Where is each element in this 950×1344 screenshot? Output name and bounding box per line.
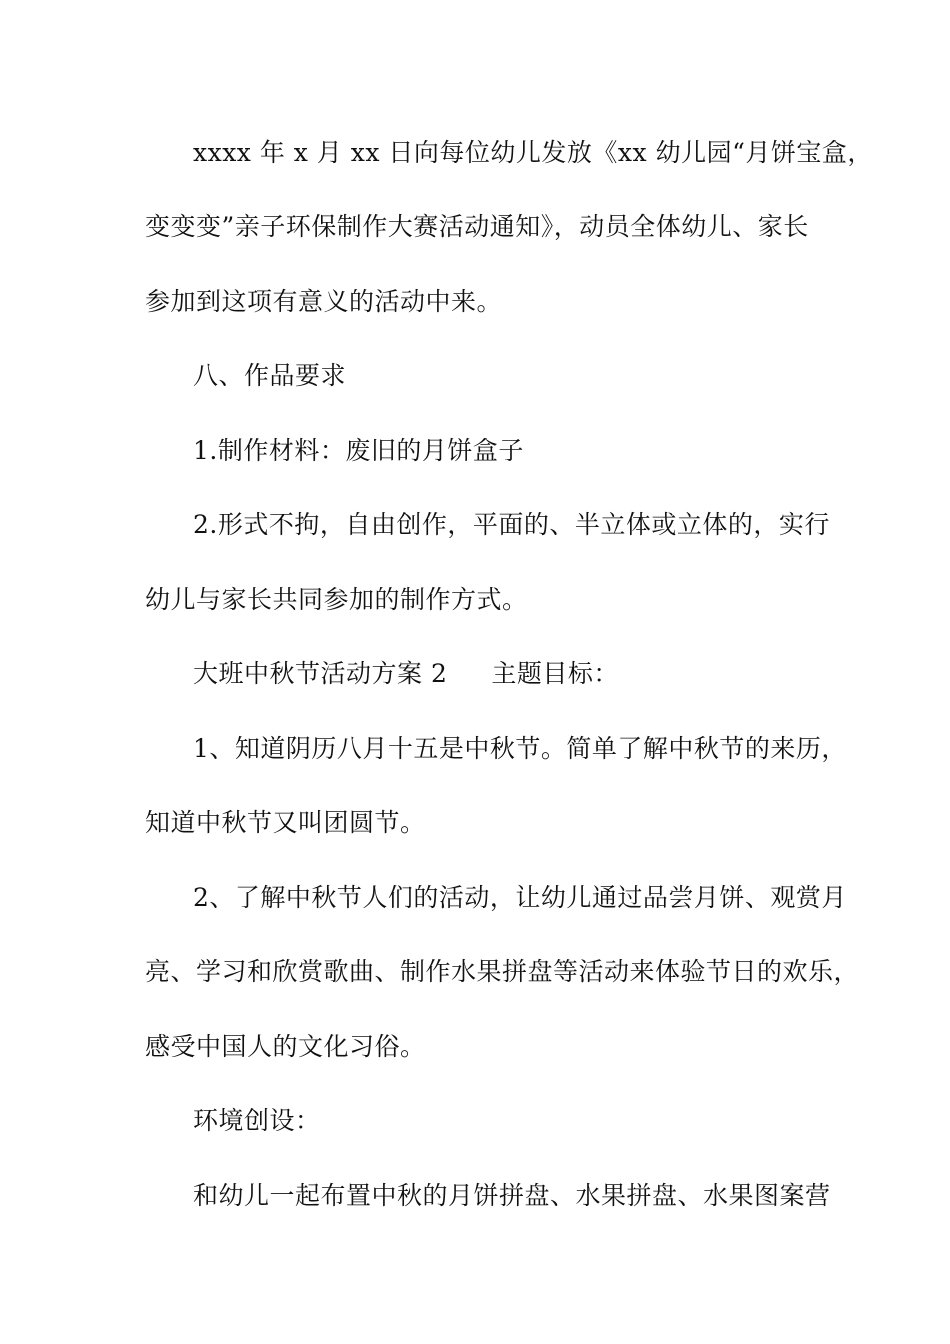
list-item: 2.形式不拘，自由创作，平面的、半立体或立体的，实行 xyxy=(193,510,830,539)
paragraph-line: 和幼儿一起布置中秋的月饼拼盘、水果拼盘、水果图案营 xyxy=(193,1181,831,1210)
list-item: 1、知道阴历八月十五是中秋节。简单了解中秋节的来历， xyxy=(193,734,847,763)
paragraph-line: 参加到这项有意义的活动中来。 xyxy=(145,287,503,316)
plan-title-line xyxy=(193,654,873,694)
paragraph-line: 幼儿与家长共同参加的制作方式。 xyxy=(145,585,528,614)
section-heading: 八、作品要求 xyxy=(193,361,347,390)
paragraph-line: 感受中国人的文化习俗。 xyxy=(145,1032,426,1061)
list-item: 2、了解中秋节人们的活动，让幼儿通过品尝月饼、观赏月 xyxy=(193,883,847,912)
section-heading: 环境创设： xyxy=(193,1106,321,1135)
paragraph-line: xxxx 年 x 月 xx 日向每位幼儿发放《xx 幼儿园“月饼宝盒， xyxy=(193,138,873,167)
paragraph-line: 亮、学习和欣赏歌曲、制作水果拼盘等活动来体验节日的欢乐， xyxy=(145,957,860,986)
paragraph-line: 知道中秋节又叫团圆节。 xyxy=(145,808,426,837)
list-item: 1.制作材料：废旧的月饼盒子 xyxy=(193,436,524,465)
plan-title: 大班中秋节活动方案 2 xyxy=(193,659,448,688)
paragraph-line: 变变变”亲子环保制作大赛活动通知》，动员全体幼儿、家长 xyxy=(145,212,809,241)
theme-goal-heading: 主题目标： xyxy=(491,659,619,688)
